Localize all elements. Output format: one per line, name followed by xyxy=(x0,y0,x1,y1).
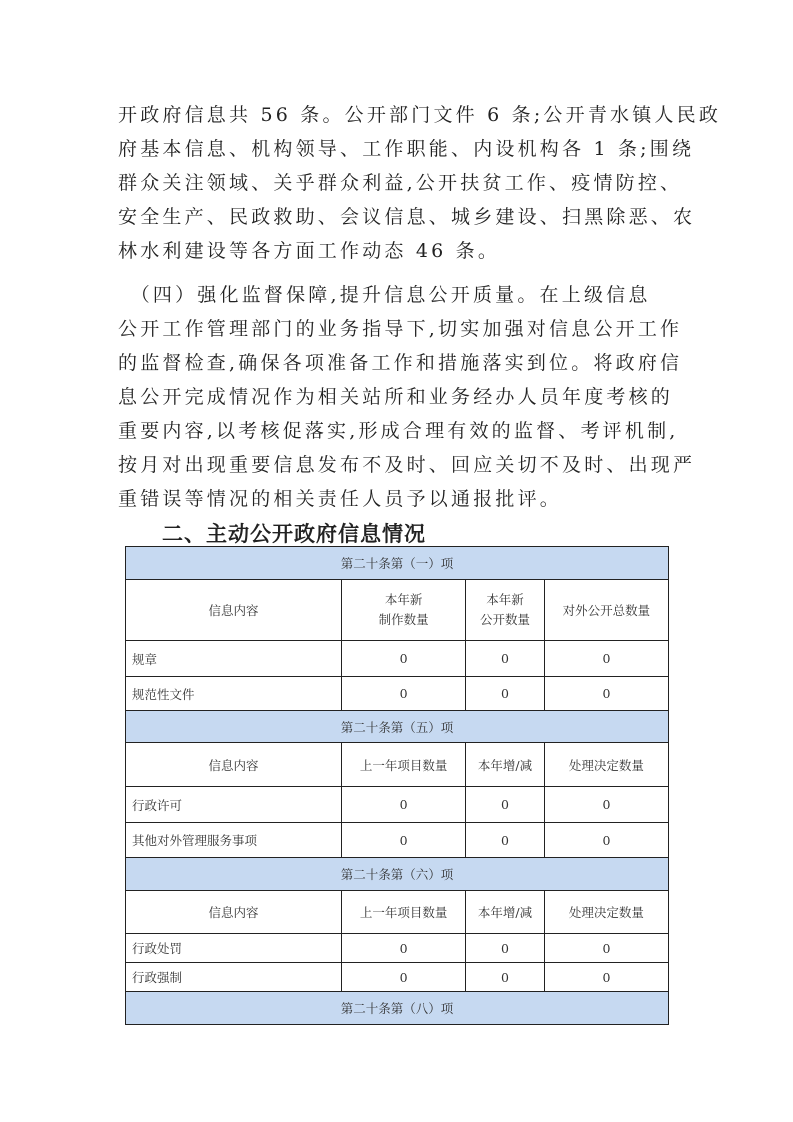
column-header: 信息内容 xyxy=(126,580,342,641)
cell-value: 0 xyxy=(544,641,668,677)
cell-value: 0 xyxy=(342,823,466,858)
table-row xyxy=(126,823,669,858)
cell-value: 0 xyxy=(342,677,466,711)
row-label: 行政许可 xyxy=(126,787,342,823)
table-row xyxy=(126,787,669,823)
cell-value: 0 xyxy=(544,934,668,963)
paragraph-info-count xyxy=(118,98,722,268)
text-line: 重要内容,以考核促落实,形成合理有效的监督、考评机制, xyxy=(118,420,679,442)
cell-value: 0 xyxy=(544,963,668,992)
text-line: 安全生产、民政救助、会议信息、城乡建设、扫黑除恶、农 xyxy=(118,206,696,228)
table-column-headers xyxy=(126,743,669,787)
text-line: 公开工作管理部门的业务指导下,切实加强对信息公开工作 xyxy=(118,318,683,340)
column-header: 处理决定数量 xyxy=(544,891,668,934)
section-title: 第二十条第（六）项 xyxy=(126,858,669,891)
table-section-header xyxy=(126,992,669,1025)
text-line: 的监督检查,确保各项准备工作和措施落实到位。将政府信 xyxy=(118,352,683,374)
cell-value: 0 xyxy=(466,641,545,677)
column-header: 信息内容 xyxy=(126,891,342,934)
table-section-header xyxy=(126,547,669,580)
cell-value: 0 xyxy=(466,823,545,858)
section-title: 第二十条第（一）项 xyxy=(126,547,669,580)
disclosure-table xyxy=(125,546,669,1025)
cell-value: 0 xyxy=(466,787,545,823)
cell-value: 0 xyxy=(342,787,466,823)
column-header: 本年新 公开数量 xyxy=(466,580,545,641)
cell-value: 0 xyxy=(544,823,668,858)
cell-value: 0 xyxy=(466,677,545,711)
table-row xyxy=(126,677,669,711)
cell-value: 0 xyxy=(544,787,668,823)
paragraph-supervision xyxy=(118,278,696,516)
table-row xyxy=(126,963,669,992)
table-row xyxy=(126,641,669,677)
row-label: 行政处罚 xyxy=(126,934,342,963)
text-line: 林水利建设等各方面工作动态 46 条。 xyxy=(118,240,501,262)
table-section-header xyxy=(126,858,669,891)
column-header: 本年增/减 xyxy=(466,743,545,787)
column-header: 本年新 制作数量 xyxy=(342,580,466,641)
row-label: 规范性文件 xyxy=(126,677,342,711)
text-line: （四）强化监督保障,提升信息公开质量。在上级信息 xyxy=(118,284,651,306)
cell-value: 0 xyxy=(466,934,545,963)
row-label: 其他对外管理服务事项 xyxy=(126,823,342,858)
section-heading: 二、主动公开政府信息情况 xyxy=(162,522,426,546)
column-header: 上一年项目数量 xyxy=(342,891,466,934)
column-header: 处理决定数量 xyxy=(544,743,668,787)
row-label: 规章 xyxy=(126,641,342,677)
cell-value: 0 xyxy=(342,641,466,677)
cell-value: 0 xyxy=(342,963,466,992)
table-column-headers xyxy=(126,580,669,641)
table-row xyxy=(126,934,669,963)
cell-value: 0 xyxy=(342,934,466,963)
text-line: 按月对出现重要信息发布不及时、回应关切不及时、出现严 xyxy=(118,454,696,476)
table-column-headers xyxy=(126,891,669,934)
column-header: 上一年项目数量 xyxy=(342,743,466,787)
table-section-header xyxy=(126,711,669,743)
text-line: 重错误等情况的相关责任人员予以通报批评。 xyxy=(118,488,563,510)
section-title: 第二十条第（五）项 xyxy=(126,711,669,743)
text-line: 群众关注领域、关乎群众利益,公开扶贫工作、疫情防控、 xyxy=(118,172,683,194)
column-header: 本年增/减 xyxy=(466,891,545,934)
cell-value: 0 xyxy=(544,677,668,711)
row-label: 行政强制 xyxy=(126,963,342,992)
column-header: 对外公开总数量 xyxy=(544,580,668,641)
section-title: 第二十条第（八）项 xyxy=(126,992,669,1025)
cell-value: 0 xyxy=(466,963,545,992)
column-header: 信息内容 xyxy=(126,743,342,787)
text-line: 息公开完成情况作为相关站所和业务经办人员年度考核的 xyxy=(118,386,674,408)
text-line: 府基本信息、机构领导、工作职能、内设机构各 1 条;围绕 xyxy=(118,138,695,160)
text-line: 开政府信息共 56 条。公开部门文件 6 条;公开青水镇人民政 xyxy=(118,104,722,126)
